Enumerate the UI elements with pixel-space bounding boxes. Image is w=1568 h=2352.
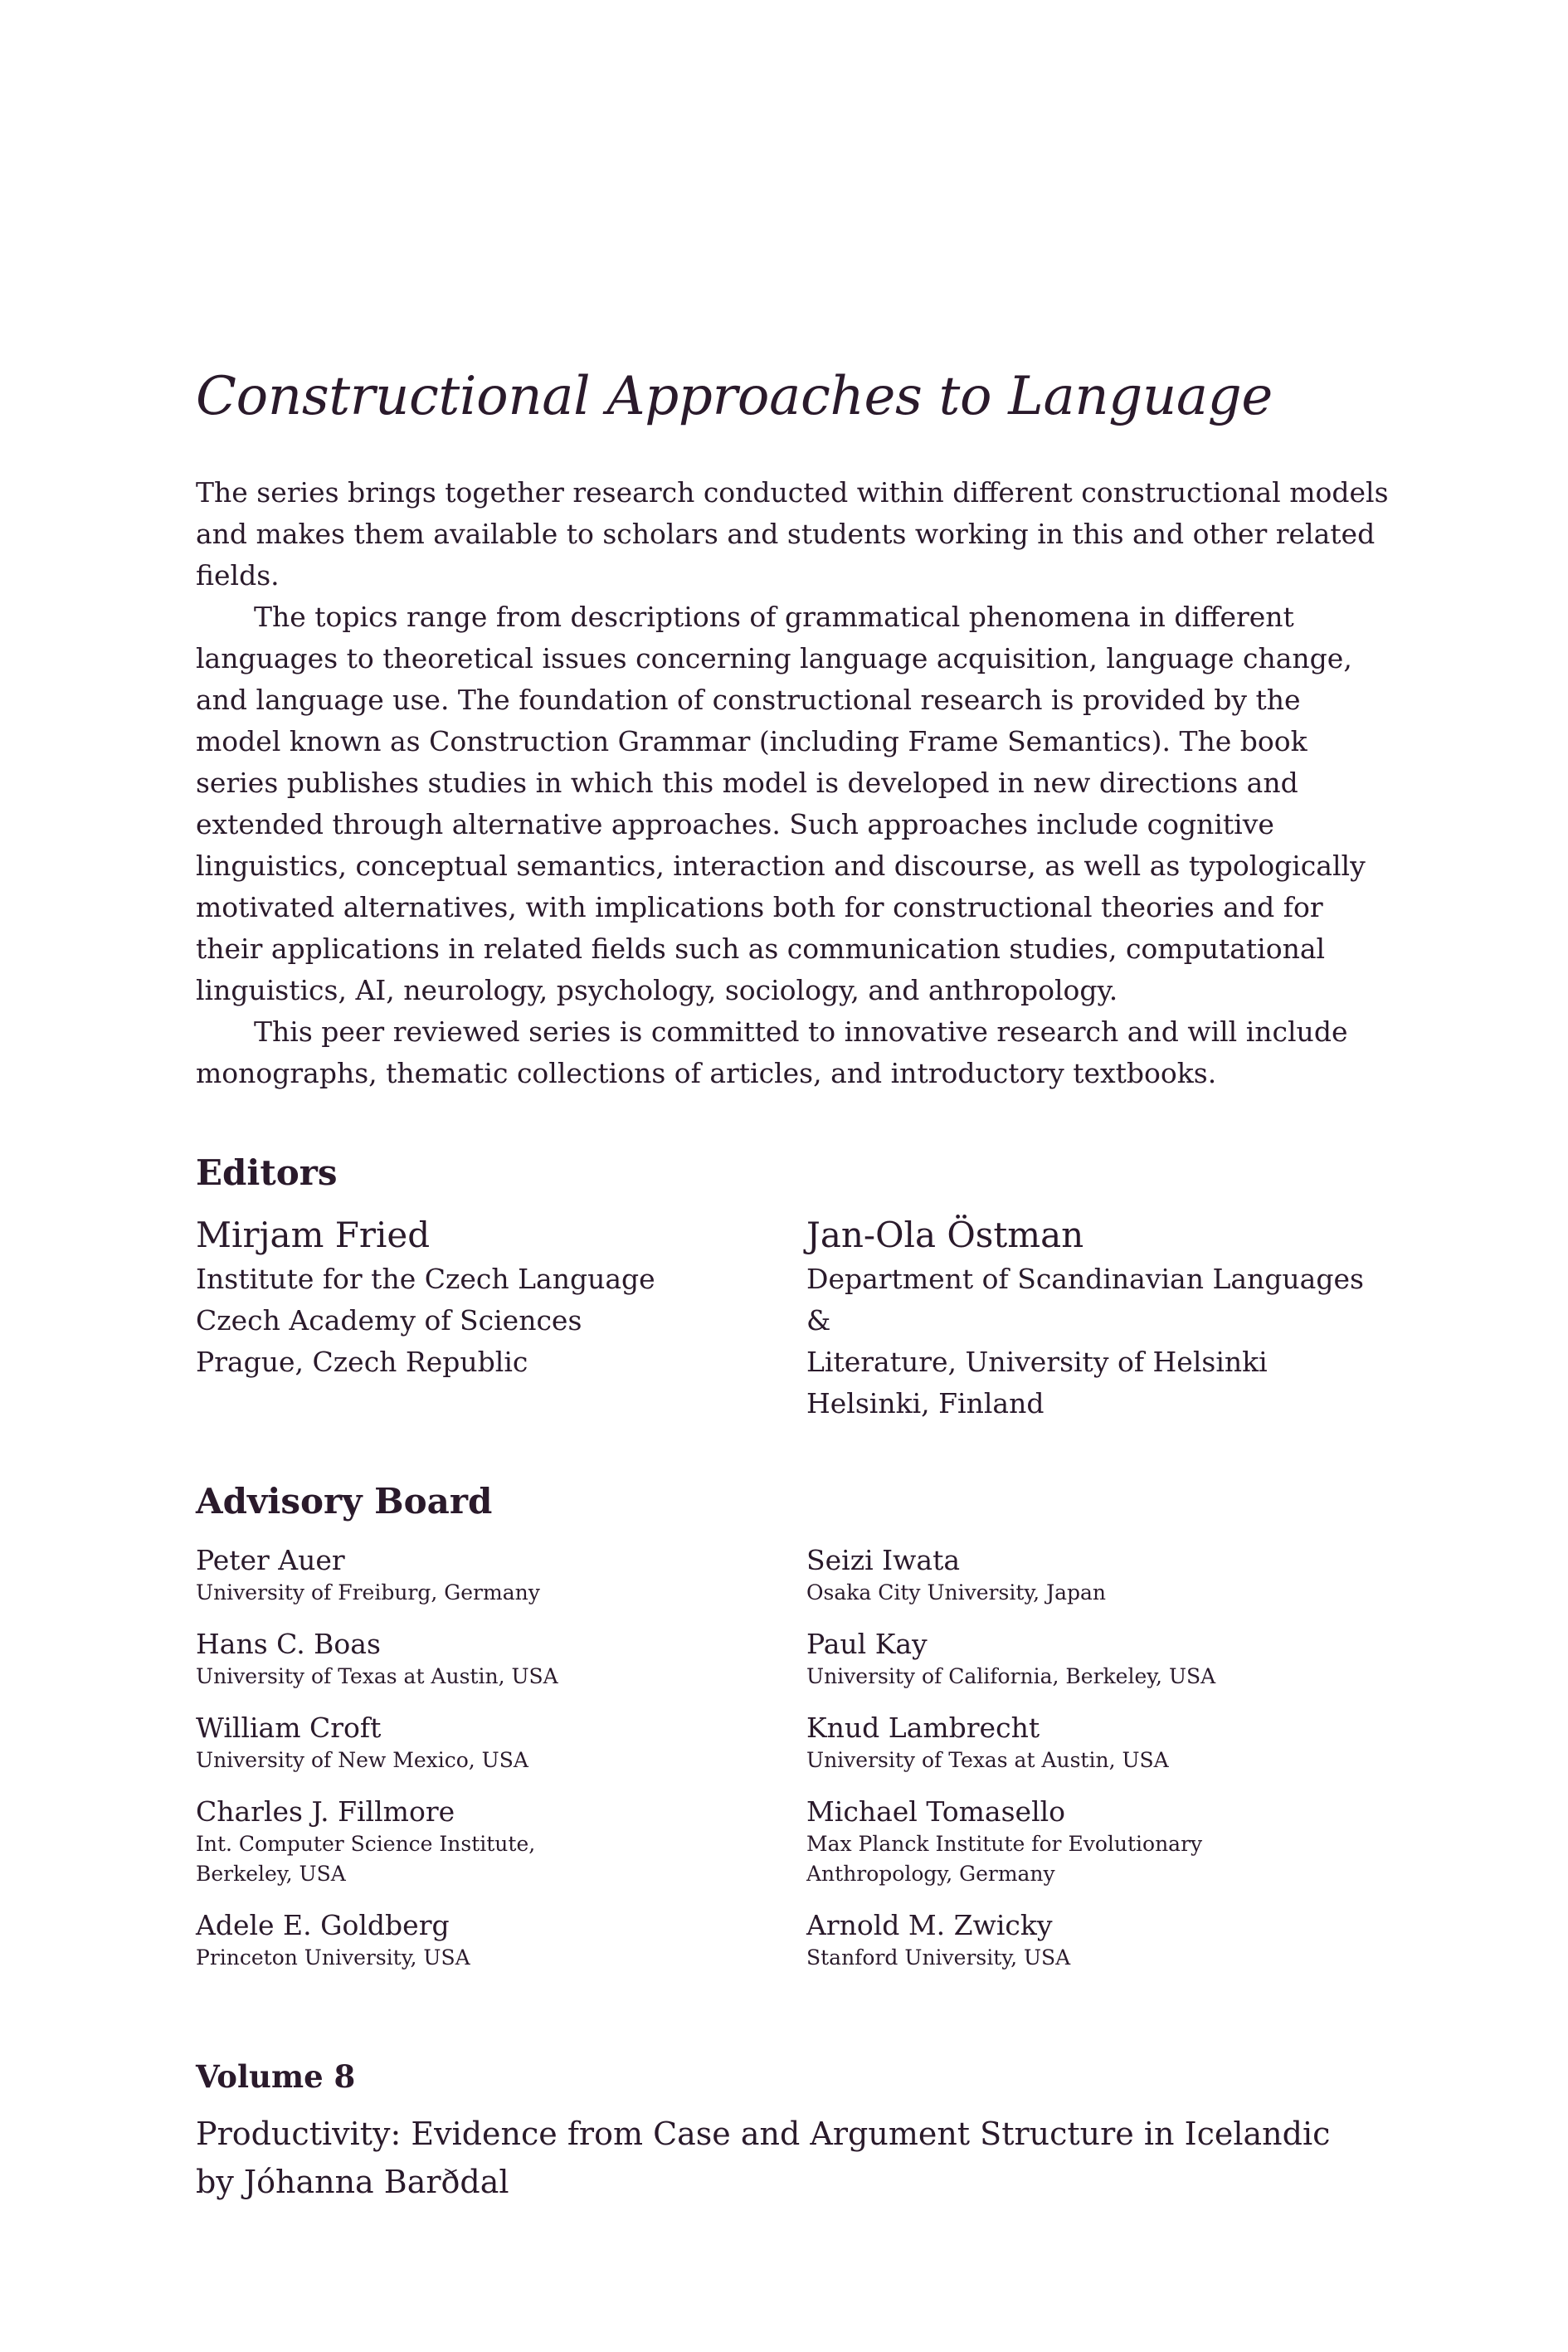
series-description [196,472,1390,1094]
board-member [196,1543,806,1608]
board-member [196,1794,806,1889]
series-title: Constructional Approaches to Language [196,366,1273,427]
volume-byline: by Jóhanna Barðdal [196,2163,509,2200]
editor-affiliation-line: Literature, University of Helsinki [806,1346,1268,1379]
description-paragraph: This peer reviewed series is committed to innovative research and will include monographs, thematic collections of articles, and introductory textbooks. [196,1015,1348,1089]
board-member-name: Seizi Iwata [806,1543,961,1576]
description-paragraph: The topics range from descriptions of grammatical phenomena in different languages to theoretical issues concerning language acquisition, language change, and language use. The foundation of constructional research is provided by the model known as Construction Grammar (including Frame Semantics). The book series publishes studies in which this model is developed in new directions and extended through alternative approaches. Such approaches include cognitive linguistics, conceptual semantics, interaction and discourse, as well as typologically motivated alternatives, with implications both for constructional theories and for their applications in related fields such as communication studies, computational linguistics, AI, neurology, psychology, sociology, and anthropology. [196,600,1366,1006]
editor-affiliation-line: Helsinki, Finland [806,1387,1045,1420]
editors-heading: Editors [196,1152,338,1193]
board-member [806,1711,1387,1775]
board-member-name: Knud Lambrecht [806,1711,1040,1744]
board-member-name: Adele E. Goldberg [196,1908,450,1941]
advisory-board-section [196,1481,1390,1991]
advisory-board-left-column [196,1543,806,1992]
volume-title: Productivity: Evidence from Case and Argument Structure in Icelandic [196,2115,1331,2152]
board-member-name: Arnold M. Zwicky [806,1908,1053,1941]
board-member [806,1543,1387,1608]
board-member-affiliation: University of Texas at Austin, USA [806,1747,1169,1772]
editor-name: Mirjam Fried [196,1215,431,1256]
board-member-name: Charles J. Fillmore [196,1794,455,1828]
board-member-name: Paul Kay [806,1627,928,1660]
editor-affiliation-line: Czech Academy of Sciences [196,1304,582,1337]
advisory-board-grid [196,1543,1390,1992]
editor-name: Jan-Ola Östman [806,1215,1084,1256]
description-paragraph: The series brings together research conducted within different constructional models and makes them available to scholars and students working in this and other related fields. [196,475,1389,592]
volume-heading: Volume 8 [196,2057,356,2095]
board-member-name: William Croft [196,1711,382,1744]
series-page [196,365,1390,2206]
board-member [806,1627,1387,1692]
editor-affiliation-line: Department of Scandinavian Languages & [806,1263,1364,1337]
editor-affiliation-line: Prague, Czech Republic [196,1346,528,1379]
board-member-name: Michael Tomasello [806,1794,1066,1828]
board-member [196,1908,806,1973]
board-member [196,1711,806,1775]
editor-affiliation-line: Institute for the Czech Language [196,1263,655,1296]
board-member-affiliation: Princeton University, USA [196,1945,470,1970]
board-member-affiliation: University of Freiburg, Germany [196,1580,540,1605]
board-member-affiliation: University of New Mexico, USA [196,1747,528,1772]
board-member-affiliation: University of Texas at Austin, USA [196,1663,558,1688]
volume-section [196,2058,1390,2206]
board-member [806,1908,1387,1973]
board-member-affiliation: Osaka City University, Japan [806,1580,1107,1605]
board-member-affiliation: Stanford University, USA [806,1945,1071,1970]
advisory-board-heading: Advisory Board [196,1481,493,1522]
board-member-affiliation: Int. Computer Science Institute, Berkeley, USA [196,1831,536,1886]
editors-section [196,1152,1390,1424]
board-member-name: Peter Auer [196,1543,345,1576]
board-member [196,1627,806,1692]
editors-grid [196,1212,1390,1424]
advisory-board-right-column [806,1543,1387,1992]
board-member-affiliation: University of California, Berkeley, USA [806,1663,1216,1688]
editor-entry [196,1212,806,1424]
board-member-name: Hans C. Boas [196,1627,381,1660]
editor-entry [806,1212,1387,1424]
volume-title-block [196,2110,1390,2206]
board-member-affiliation: Max Planck Institute for Evolutionary Anthropology, Germany [806,1831,1203,1886]
board-member [806,1794,1387,1889]
